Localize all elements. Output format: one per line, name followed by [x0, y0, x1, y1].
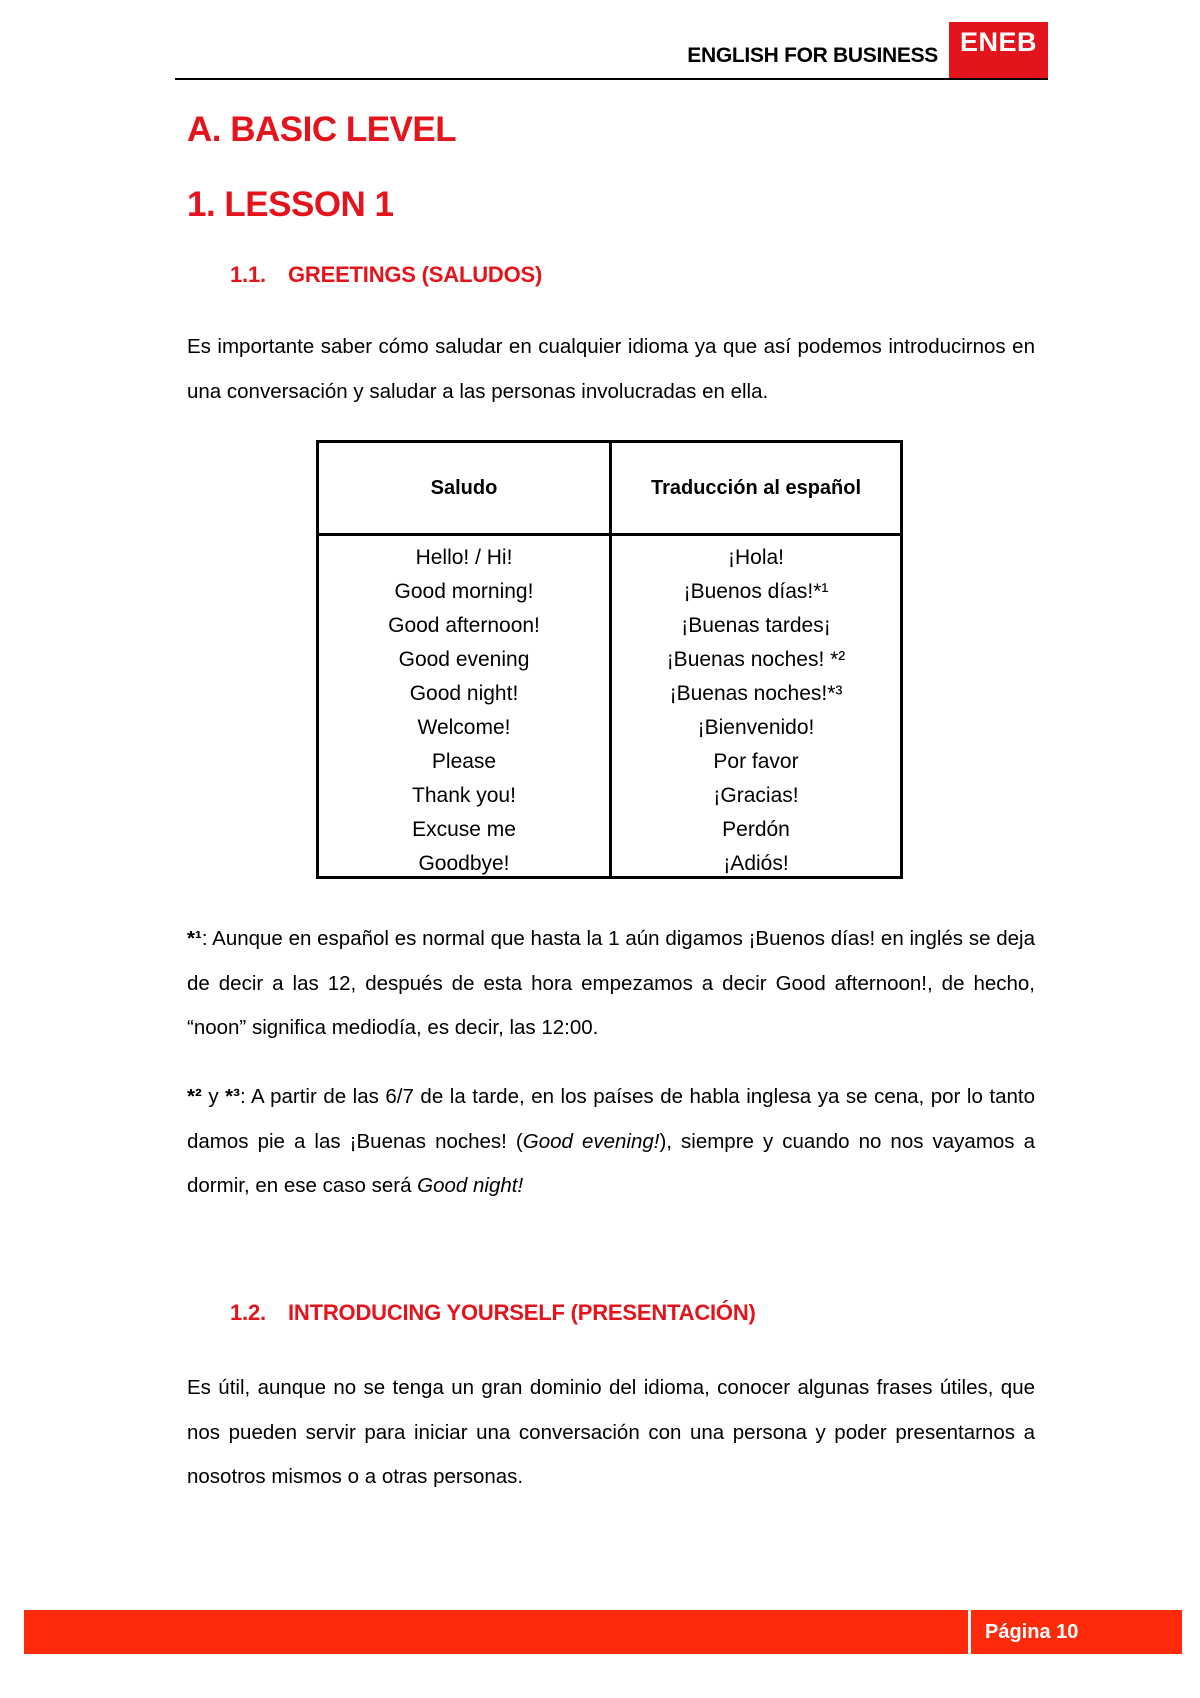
table-cell: ¡Buenas tardes¡: [681, 614, 831, 637]
table-cell: Hello! / Hi!: [415, 546, 513, 569]
page-number: Página 10: [971, 1610, 1182, 1654]
footnote-marker: *²: [187, 1085, 202, 1108]
table-cell: ¡Adiós!: [723, 852, 789, 875]
table-cell: Excuse me: [412, 818, 516, 841]
lesson-heading: 1. LESSON 1: [187, 185, 394, 224]
table-cell: Perdón: [722, 818, 790, 841]
table-cell: Goodbye!: [418, 852, 510, 875]
table-cell: ¡Gracias!: [713, 784, 799, 807]
table-cell: Good morning!: [394, 580, 534, 603]
footnote-text: ), siempre y cuando no nos vayamos a dormir, en ese caso será: [187, 1129, 1035, 1197]
table-column-spanish: [612, 541, 900, 881]
footnote-italic-text: Good night!: [417, 1174, 524, 1197]
section-title: GREETINGS (SALUDOS): [288, 262, 543, 287]
eneb-logo: ENEB: [949, 22, 1048, 78]
table-cell: ¡Bienvenido!: [697, 716, 815, 739]
header-divider: [175, 78, 1048, 80]
section-number: 1.2.: [230, 1300, 266, 1325]
table-cell: Por favor: [713, 750, 799, 773]
table-cell: ¡Hola!: [727, 546, 785, 569]
footnote-marker: *³: [225, 1085, 240, 1108]
footnote-1-paragraph: [187, 917, 1035, 1051]
footnote-italic-text: Good evening!: [522, 1129, 660, 1153]
footnote-text: : Aunque en español es normal que hasta la 1 aún digamos ¡Buenos días! en inglés se deja de decir a las 12, después de esta hora empezamos a decir Good afternoon!, de hecho, “noon” significa mediodía, es decir, las 12:00.: [187, 927, 1035, 1039]
table-cell: Please: [431, 750, 497, 773]
table-cell: Thank you!: [412, 784, 516, 807]
table-cell: ¡Buenos días!*¹: [683, 580, 829, 603]
table-cell: Welcome!: [417, 716, 511, 739]
table-column-english: [319, 541, 609, 881]
section-number: 1.1.: [230, 262, 266, 287]
table-header-traduccion: Traducción al español: [650, 477, 862, 499]
introducing-intro-paragraph: Es útil, aunque no se tenga un gran dominio del idioma, conocer algunas frases útiles, que nos pueden servir para iniciar una conversación con una persona y poder presentarnos a nosotros mismos o a otras personas.: [187, 1376, 1035, 1488]
section-heading-introducing: [230, 1300, 756, 1326]
greetings-table: [316, 440, 903, 879]
table-header-divider: [319, 533, 900, 536]
level-heading: A. BASIC LEVEL: [187, 110, 457, 149]
footnote-text: : A partir de las 6/7 de la tarde, en los países de habla inglesa ya se cena, por lo tanto damos pie a las ¡Buenas noches! (: [187, 1085, 1035, 1153]
table-cell: Good afternoon!: [388, 614, 540, 637]
table-cell: ¡Buenas noches!*³: [669, 682, 843, 705]
table-header-saludo: Saludo: [430, 477, 498, 499]
document-header-title: ENGLISH FOR BUSINESS: [687, 44, 938, 67]
footnote-2-3-paragraph: [187, 1075, 1035, 1209]
table-cell: ¡Buenas noches! *²: [666, 648, 846, 671]
footnote-connector: y: [201, 1085, 226, 1108]
footer-bar: [24, 1610, 968, 1654]
table-cell: Good night!: [409, 682, 519, 705]
section-title: INTRODUCING YOURSELF (PRESENTACIÓN): [288, 1300, 756, 1325]
footnote-marker: *¹: [187, 927, 202, 950]
table-cell: Good evening: [398, 648, 530, 671]
section-heading-greetings: [230, 262, 542, 288]
greetings-intro-paragraph: Es importante saber cómo saludar en cualquier idioma ya que así podemos introducirnos en una conversación y saludar a las personas involucradas en ella.: [187, 335, 1035, 403]
